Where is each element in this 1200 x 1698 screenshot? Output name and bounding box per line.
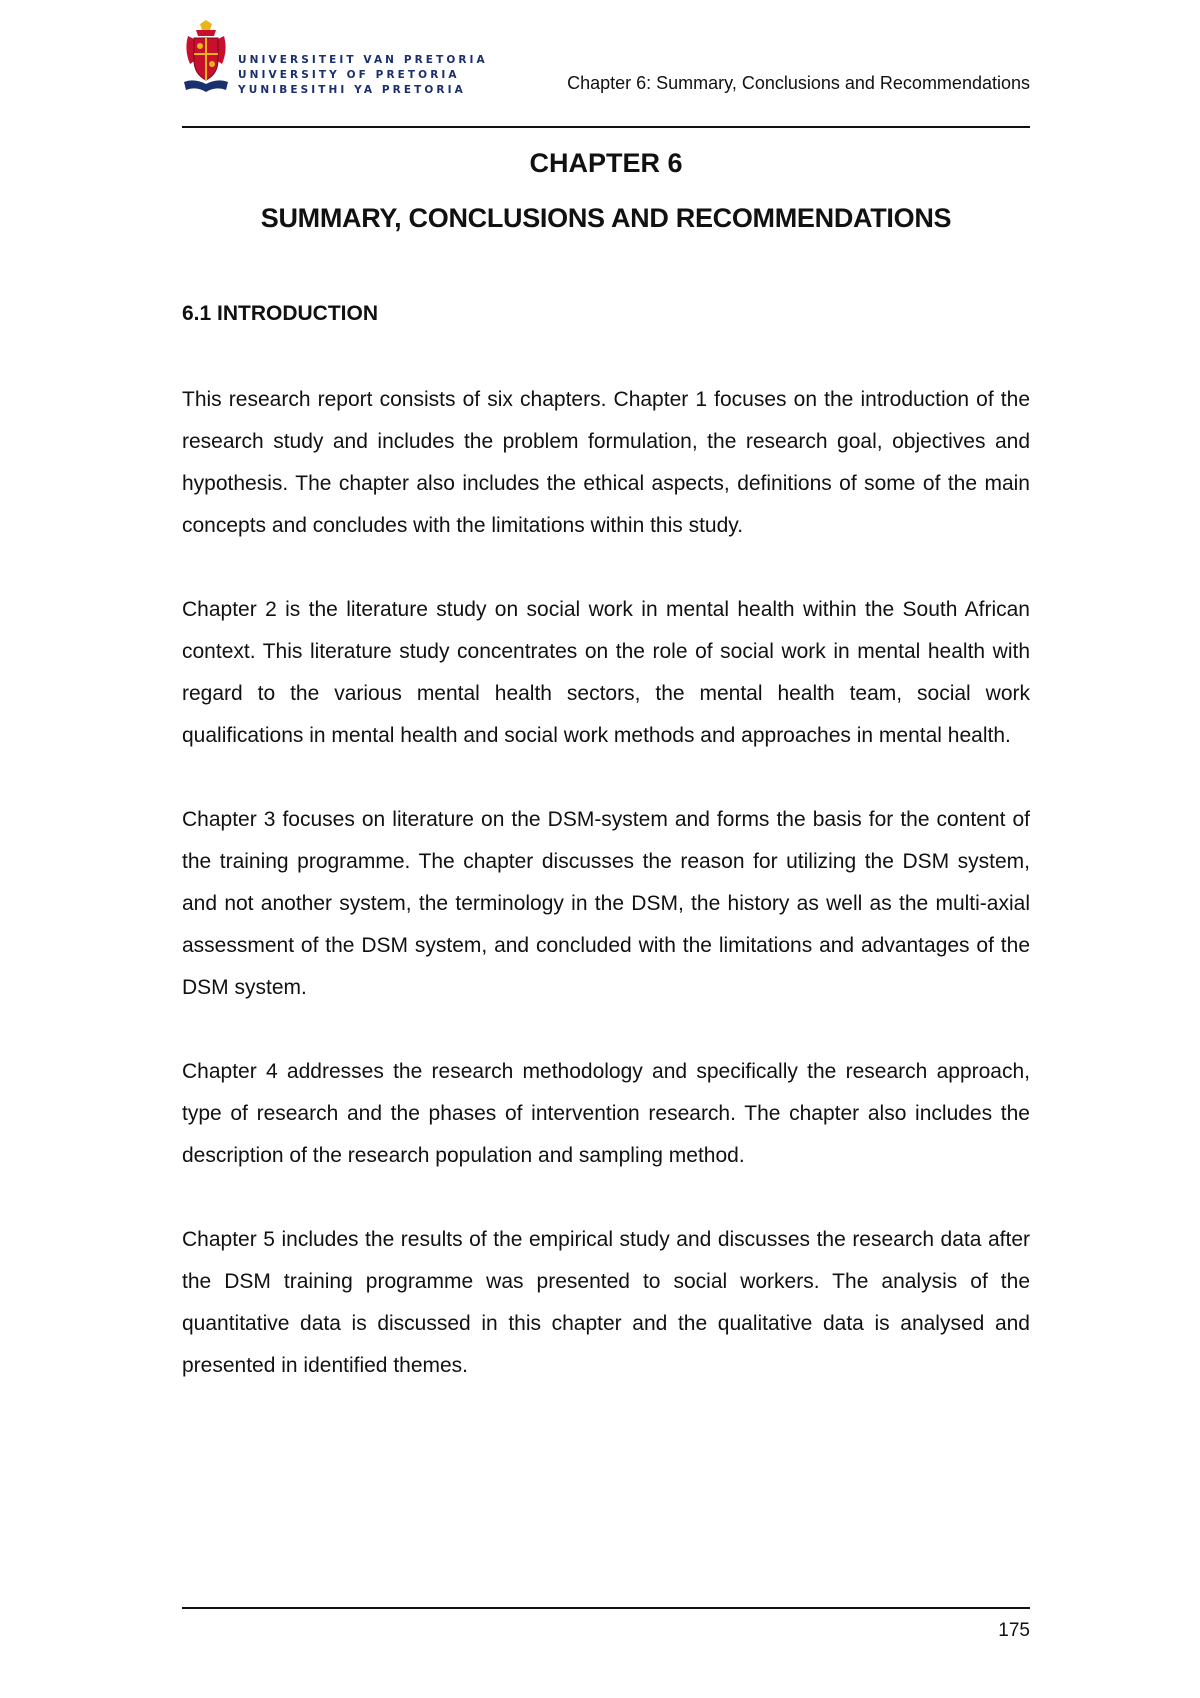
university-name-english: UNIVERSITY OF PRETORIA bbox=[238, 69, 460, 81]
university-name-sepedi: YUNIBESITHI YA PRETORIA bbox=[238, 84, 466, 96]
paragraph-chapter-2: Chapter 2 is the literature study on social work in mental health within the South African context. This literature study concentrates on the role of social work in mental health with regard to the various mental health sectors, the mental health team, social work qualifications in mental health and social work methods and approaches in mental health. bbox=[182, 598, 1030, 747]
document-page bbox=[182, 0, 1030, 1698]
chapter-title: SUMMARY, CONCLUSIONS AND RECOMMENDATIONS bbox=[260, 203, 952, 233]
university-names bbox=[238, 53, 488, 98]
footer-divider bbox=[182, 1607, 1030, 1609]
paragraph-chapter-1: This research report consists of six chapters. Chapter 1 focuses on the introduction of the research study and includes the problem formulation, the research goal, objectives and hypothesis. The chapter also includes the ethical aspects, definitions of some of the main concepts and concludes with the limitations within this study. bbox=[182, 388, 1030, 537]
page-header bbox=[182, 18, 1030, 110]
page-number: 175 bbox=[998, 1620, 1030, 1641]
paragraph-chapter-5: Chapter 5 includes the results of the empirical study and discusses the research data after the DSM training programme was presented to social workers. The analysis of the quantitative data is discussed in this chapter and the qualitative data is analysed and presented in identified themes. bbox=[182, 1228, 1030, 1377]
paragraph-chapter-4: Chapter 4 addresses the research methodology and specifically the research approach, type of research and the phases of intervention research. The chapter also includes the description of the research population and sampling method. bbox=[182, 1060, 1030, 1167]
university-name-afrikaans: UNIVERSITEIT VAN PRETORIA bbox=[238, 54, 488, 66]
running-head: Chapter 6: Summary, Conclusions and Recommendations bbox=[567, 73, 1030, 93]
university-crest-icon bbox=[182, 20, 230, 96]
paragraph-chapter-3: Chapter 3 focuses on literature on the DSM-system and forms the basis for the content of the training programme. The chapter discusses the reason for utilizing the DSM system, and not another system, the terminology in the DSM, the history as well as the multi-axial assessment of the DSM system, and concluded with the limitations and advantages of the DSM system. bbox=[182, 808, 1030, 999]
section-body bbox=[182, 379, 1030, 1429]
chapter-label: CHAPTER 6 bbox=[529, 148, 683, 178]
header-divider bbox=[182, 126, 1030, 128]
section-heading: 6.1 INTRODUCTION bbox=[182, 302, 379, 325]
